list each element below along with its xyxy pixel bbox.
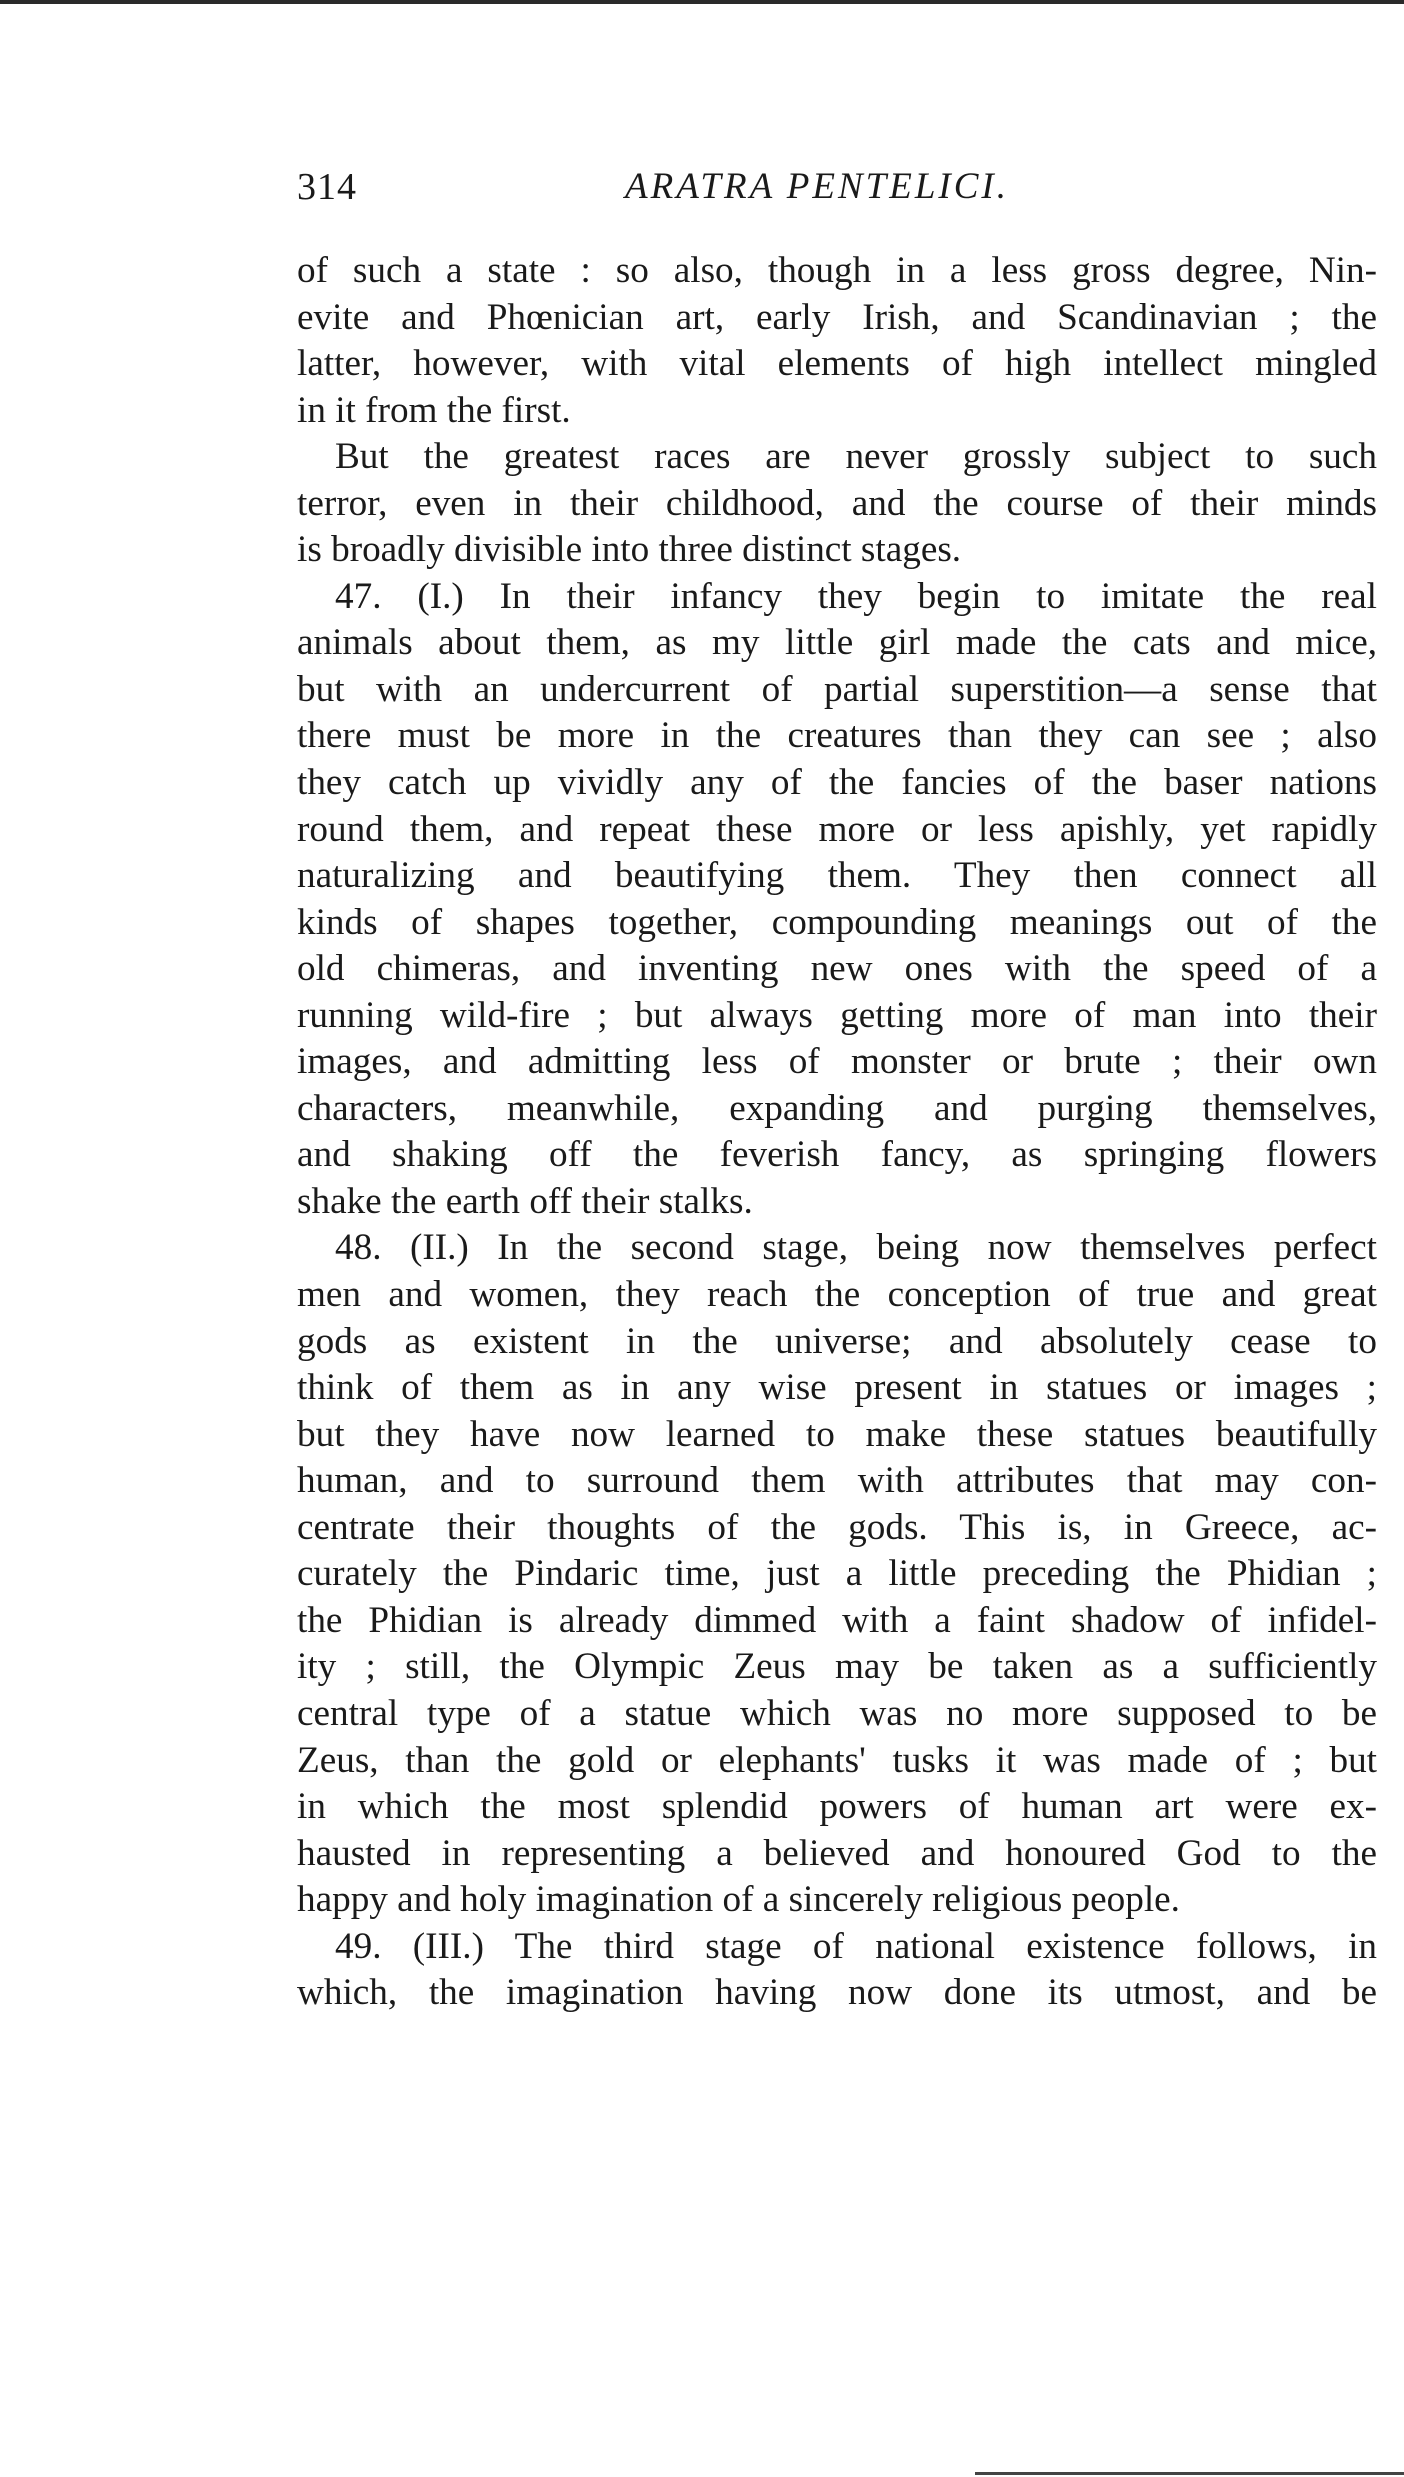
text-line: is broadly divisible into three distinct stages. [297, 529, 962, 571]
text-line: think of them as in any wise present in statues or images ; [297, 1367, 1377, 1409]
text-line: shake the earth off their stalks. [297, 1180, 753, 1222]
text-line: gods as existent in the universe; and absolutely cease to [297, 1320, 1377, 1362]
text-line: and shaking off the feverish fancy, as springing flowers [297, 1134, 1377, 1176]
page-number: 314 [297, 166, 357, 208]
text-line: in it from the first. [297, 389, 571, 431]
text-line: men and women, they reach the conception of true and great [297, 1274, 1377, 1316]
text-line: evite and Phœnician art, early Irish, and Scandinavian ; the [297, 296, 1377, 338]
page-header [297, 165, 1377, 225]
text-line: they catch up vividly any of the fancies of the baser nations [297, 762, 1377, 804]
text-line: naturalizing and beautifying them. They then connect all [297, 855, 1377, 897]
text-line: centrate their thoughts of the gods. This is, in Greece, ac- [297, 1506, 1377, 1548]
text-line: the Phidian is already dimmed with a faint shadow of infidel- [297, 1599, 1377, 1641]
text-line: 47. (I.) In their infancy they begin to imitate the real [335, 575, 1377, 617]
text-line: round them, and repeat these more or less apishly, yet rapidly [297, 808, 1377, 850]
text-line: terror, even in their childhood, and the course of their minds [297, 482, 1377, 524]
text-line: of such a state : so also, though in a less gross degree, Nin- [297, 250, 1377, 291]
text-line: hausted in representing a believed and honoured God to the [297, 1832, 1377, 1874]
text-line: in which the most splendid powers of human art were ex- [297, 1786, 1377, 1828]
text-line: Zeus, than the gold or elephants' tusks it was made of ; but [297, 1739, 1377, 1781]
text-line: but with an undercurrent of partial superstition—a sense that [297, 668, 1377, 710]
text-line: kinds of shapes together, compounding meanings out of the [297, 901, 1377, 943]
top-border-rule [0, 0, 1404, 4]
text-line: running wild-fire ; but always getting more of man into their [297, 994, 1377, 1036]
text-line: happy and holy imagination of a sincerely religious people. [297, 1879, 1180, 1921]
bottom-edge-rule [975, 2472, 1404, 2475]
text-line: latter, however, with vital elements of high intellect mingled [297, 343, 1377, 385]
text-line: central type of a statue which was no more supposed to be [297, 1692, 1377, 1734]
text-line: characters, meanwhile, expanding and purging themselves, [297, 1087, 1377, 1129]
text-line: old chimeras, and inventing new ones with the speed of a [297, 948, 1377, 990]
running-title: ARATRA PENTELICI. [625, 166, 1009, 207]
text-line: there must be more in the creatures than they can see ; also [297, 715, 1377, 757]
text-line: images, and admitting less of monster or brute ; their own [297, 1041, 1377, 1083]
text-line: animals about them, as my little girl made the cats and mice, [297, 622, 1377, 664]
text-line: ity ; still, the Olympic Zeus may be taken as a sufficiently [297, 1646, 1377, 1688]
text-line: 49. (III.) The third stage of national existence follows, in [335, 1925, 1377, 1967]
text-line: human, and to surround them with attributes that may con- [297, 1460, 1377, 1502]
text-line: But the greatest races are never grossly subject to such [335, 436, 1377, 478]
text-line: 48. (II.) In the second stage, being now themselves perfect [335, 1227, 1377, 1269]
text-line: curately the Pindaric time, just a little preceding the Phidian ; [297, 1553, 1377, 1595]
text-line: which, the imagination having now done its utmost, and be [297, 1972, 1377, 2014]
text-line: but they have now learned to make these statues beautifully [297, 1413, 1377, 1455]
body-text [297, 248, 1377, 2017]
